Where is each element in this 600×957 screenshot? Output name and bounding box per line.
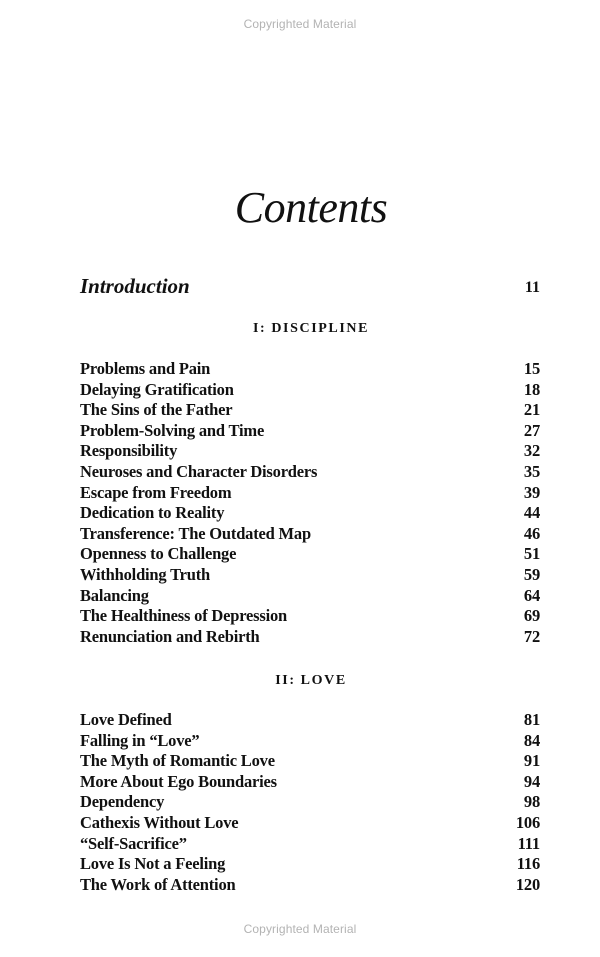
toc-entry-page: 39: [523, 482, 540, 502]
toc-entry-label: Delaying Gratification: [80, 379, 234, 399]
toc-entry-page: 32: [523, 441, 540, 461]
toc-entry-page: 27: [523, 420, 540, 440]
toc-entry-label: “Self-Sacrifice”: [80, 833, 187, 853]
toc-entry-label: The Myth of Romantic Love: [80, 751, 275, 771]
toc-entry-page: 106: [515, 812, 540, 832]
toc-entry-page: 21: [523, 400, 540, 420]
toc-entry-label: Balancing: [80, 585, 149, 605]
part-heading-discipline: I: DISCIPLINE: [252, 321, 370, 336]
toc-entry-page: 81: [523, 710, 540, 729]
toc-entry: [80, 834, 540, 855]
toc-entry-page: 15: [523, 359, 540, 378]
toc-entry: [80, 875, 540, 896]
toc-entry-label: Renunciation and Rebirth: [80, 626, 260, 646]
page-title: Contents: [234, 183, 388, 232]
toc-entry-page: 64: [523, 585, 540, 605]
toc-entry-label: Neuroses and Character Disorders: [80, 461, 318, 481]
toc-entry-label: Openness to Challenge: [80, 544, 237, 564]
toc-entry-page: 35: [523, 461, 540, 481]
toc-entry: [80, 751, 540, 772]
toc-entry-page: 44: [523, 503, 540, 523]
toc-entry-page: 51: [523, 544, 540, 564]
toc-entry: [80, 544, 540, 565]
toc-entry-page: 11: [524, 279, 540, 296]
toc-entry-label: Dependency: [80, 792, 165, 812]
toc-entry-label: Transference: The Outdated Map: [80, 523, 311, 543]
toc-entry: [80, 380, 540, 401]
toc-entry-label: The Work of Attention: [80, 874, 236, 894]
toc-entry-label: Cathexis Without Love: [80, 812, 239, 832]
toc-entry-label: Dedication to Reality: [80, 503, 225, 523]
toc-entry: [80, 441, 540, 462]
toc-entry-label: Escape from Freedom: [80, 482, 232, 502]
toc-entry: [80, 710, 540, 731]
toc-entry: [80, 627, 540, 648]
toc-entry: [80, 792, 540, 813]
toc-entry-label: The Sins of the Father: [80, 400, 233, 420]
toc-entry-label: Love Is Not a Feeling: [80, 854, 226, 874]
toc-list-love: [80, 710, 540, 895]
toc-entry-page: 111: [517, 833, 540, 853]
toc-entry: [80, 421, 540, 442]
toc-entry-page: 59: [523, 564, 540, 584]
watermark-top: Copyrighted Material: [243, 17, 357, 31]
toc-entry-page: 94: [523, 771, 540, 791]
toc-entry-label: Responsibility: [80, 441, 178, 461]
toc-entry: [80, 565, 540, 586]
toc-entry-label: Problems and Pain: [80, 359, 211, 378]
toc-entry: [80, 772, 540, 793]
toc-entry-introduction: [80, 272, 540, 300]
part-heading-love: II: LOVE: [275, 673, 347, 688]
toc-entry: [80, 524, 540, 545]
toc-entry: [80, 854, 540, 875]
toc-entry-page: 98: [523, 792, 540, 812]
toc-entry: [80, 462, 540, 483]
watermark-bottom: Copyrighted Material: [243, 922, 357, 936]
toc-entry-page: 84: [523, 730, 540, 750]
toc-entry: [80, 400, 540, 421]
toc-entry: [80, 483, 540, 504]
toc-entry-page: 116: [516, 854, 540, 874]
toc-entry-page: 69: [523, 606, 540, 626]
toc-entry-label: More About Ego Boundaries: [80, 771, 277, 791]
toc-entry-label: Falling in “Love”: [80, 730, 200, 750]
toc-entry: [80, 731, 540, 752]
toc-entry: [80, 586, 540, 607]
toc-entry: [80, 503, 540, 524]
toc-entry-page: 120: [515, 874, 540, 894]
toc-entry-label: Introduction: [80, 274, 190, 298]
toc-entry-page: 18: [523, 379, 540, 399]
toc-entry-label: Love Defined: [80, 710, 172, 729]
toc-entry: [80, 813, 540, 834]
toc-list-discipline: [80, 359, 540, 647]
toc-entry: [80, 359, 540, 380]
toc-entry: [80, 606, 540, 627]
toc-entry-page: 46: [523, 523, 540, 543]
toc-entry-page: 91: [523, 751, 540, 771]
toc-entry-label: Problem-Solving and Time: [80, 420, 265, 440]
toc-entry-label: Withholding Truth: [80, 564, 211, 584]
toc-entry-label: The Healthiness of Depression: [80, 606, 288, 626]
toc-entry-page: 72: [523, 626, 540, 646]
